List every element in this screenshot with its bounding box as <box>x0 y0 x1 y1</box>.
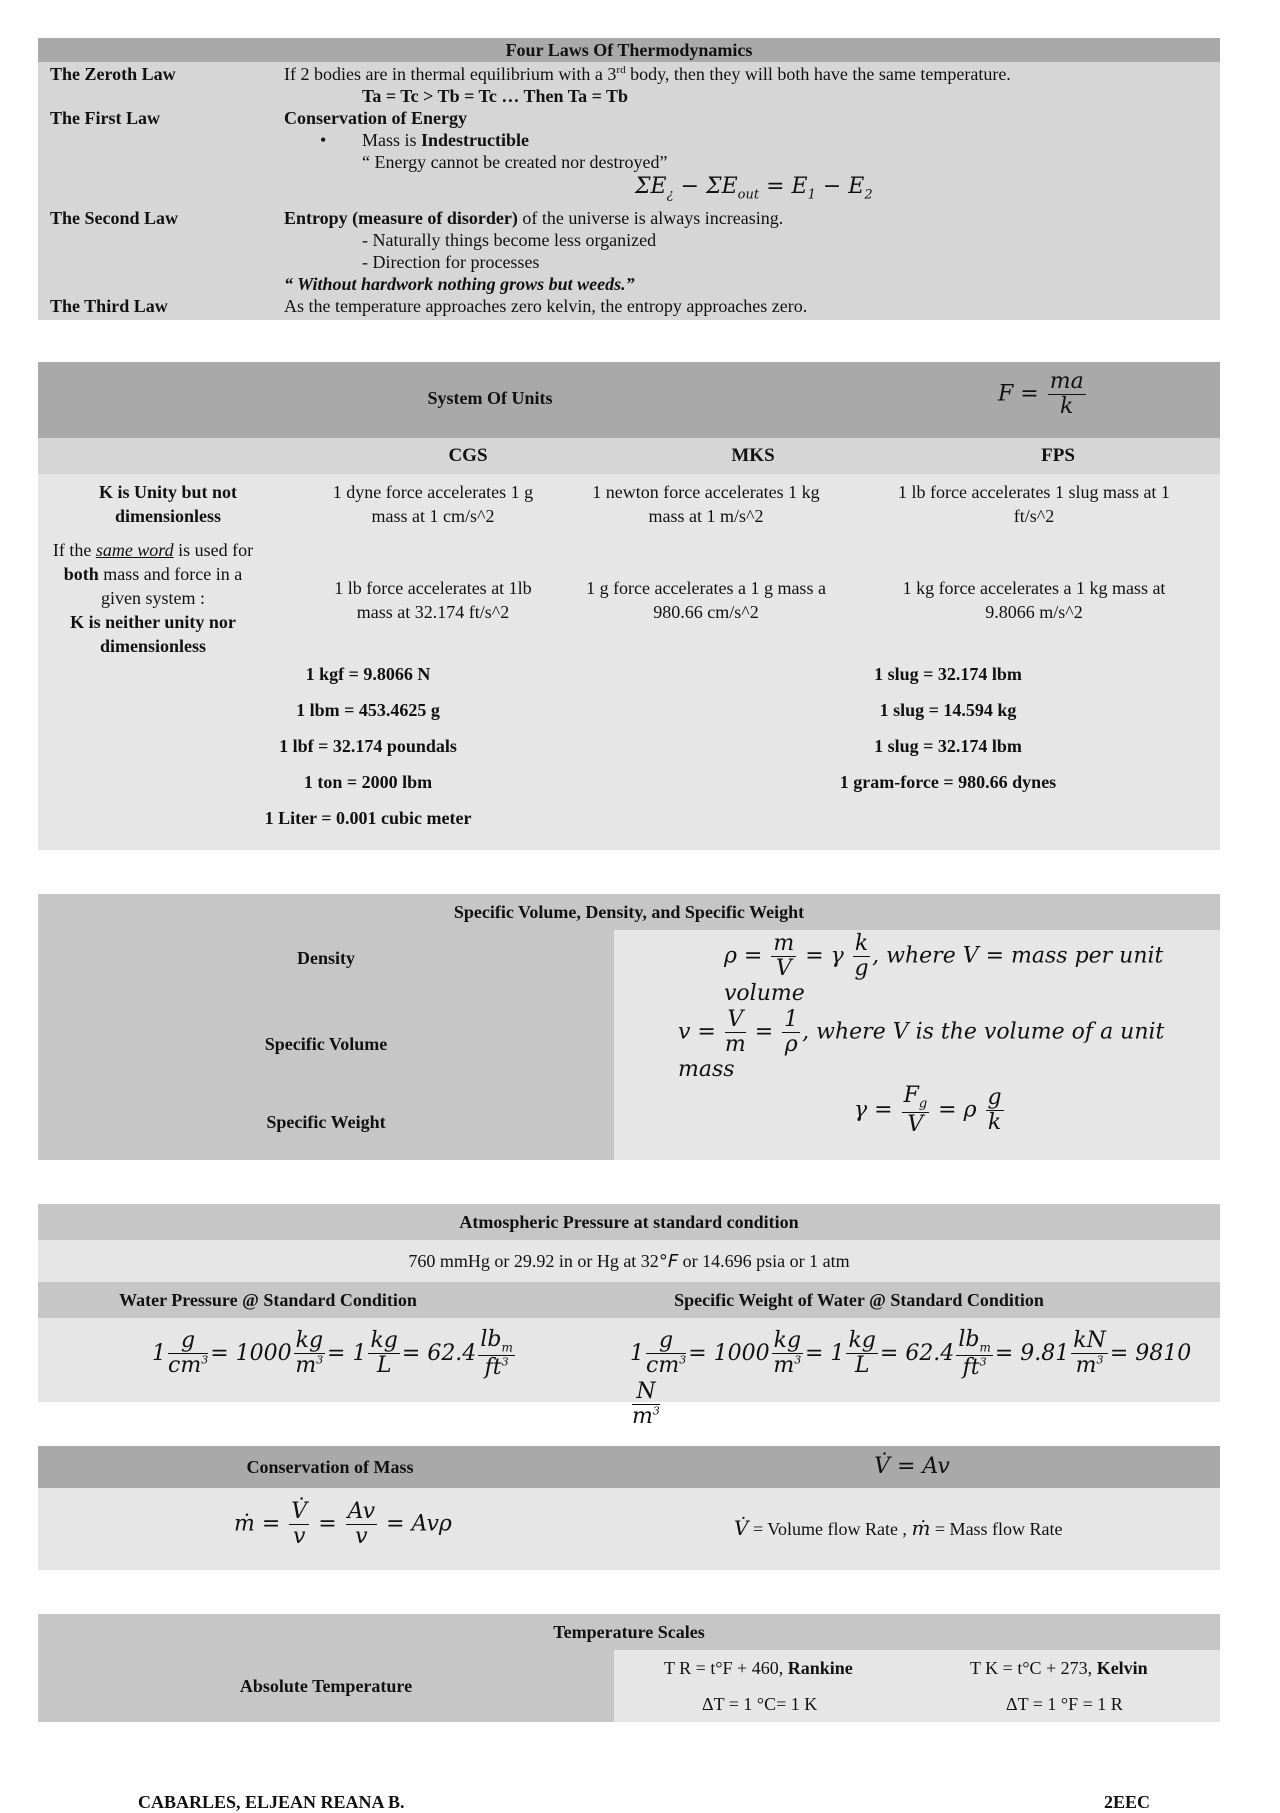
first-law-heading: Conservation of Energy <box>284 108 467 128</box>
second-law-quote: “ Without hardwork nothing grows but weeds.” <box>284 274 635 294</box>
rankine-formula: T R = t°F + 460, Rankine <box>664 1658 853 1678</box>
units-row2-mks: 1 g force accelerates a 1 g mass a 980.66 cm/s^2 <box>586 578 826 622</box>
first-law-name: The First Law <box>50 108 160 128</box>
first-law-bullet: Mass is Indestructible <box>362 130 530 150</box>
density-formula: ρ = $\frac{m}{V}$ = γ $\frac{k}{g}$ , where V = mass per unit volume <box>724 931 1164 1007</box>
density-title: Specific Volume, Density, and Specific Weight <box>38 894 1220 930</box>
bullet-icon: • <box>320 130 327 150</box>
kelvin-delta: ΔT = 1 °F = 1 R <box>1006 1694 1123 1714</box>
units-formula: F = $\frac{ma}{k}$ <box>998 369 1084 420</box>
footer-code: 2EEC <box>1104 1792 1151 1812</box>
conversion-left <box>158 664 578 844</box>
mass-legend: V̇ = Volume flow Rate , ṁ = Mass flow Rate <box>734 1516 1063 1540</box>
conversion-item: 1 lbm = 453.4625 g <box>296 700 440 720</box>
conversion-item: 1 slug = 32.174 lbm <box>874 664 1022 684</box>
absolute-temperature-label: Absolute Temperature <box>239 1676 413 1696</box>
temperature-section <box>38 1614 1220 1722</box>
mass-section <box>38 1446 1220 1570</box>
conversion-item: 1 lbf = 32.174 poundals <box>279 736 457 756</box>
units-row1-label: K is Unity but not dimensionless <box>98 482 238 526</box>
laws-section <box>38 38 1220 320</box>
kelvin-formula: T K = t°C + 273, Kelvin <box>970 1658 1148 1678</box>
laws-title: Four Laws Of Thermodynamics <box>38 38 1220 62</box>
units-row2-cgs: 1 lb force accelerates at 1lb mass at 32.174 ft/s^2 <box>334 578 532 622</box>
second-law-text: Entropy (measure of disorder) of the universe is always increasing. <box>284 208 784 228</box>
zeroth-law-text: If 2 bodies are in thermal equilibrium with a 3rd body, then they will both have the same temperature. <box>284 64 1011 84</box>
conversion-item: 1 slug = 14.594 kg <box>879 700 1017 720</box>
pressure-section <box>38 1204 1220 1429</box>
units-row2-label: If the same word is used for both mass and force in a given system : K is neither unity nor dimensionless <box>52 540 254 656</box>
specific-weight-water-title: Specific Weight of Water @ Standard Condition <box>674 1290 1044 1310</box>
units-col-fps: FPS <box>1041 445 1075 466</box>
specific-weight-label: Specific Weight <box>266 1112 386 1132</box>
second-law-item: - Naturally things become less organized <box>362 230 657 250</box>
footer-author: CABARLES, ELJEAN REANA B. <box>138 1792 405 1812</box>
conversion-right <box>738 664 1158 808</box>
third-law-text: As the temperature approaches zero kelvin, the entropy approaches zero. <box>284 296 808 316</box>
first-law-equation: $\Sigma E_¿ - \Sigma E_{out} = E_1 - E_2$ <box>635 174 873 203</box>
mass-body <box>38 1488 1220 1570</box>
zeroth-law-equation: Ta = Tc > Tb = Tc … Then Ta = Tb <box>362 86 629 106</box>
units-row1-fps: 1 lb force accelerates 1 slug mass at 1 ft/s^2 <box>898 482 1170 526</box>
conversion-item: 1 kgf = 9.8066 N <box>305 664 431 684</box>
mass-flow-formula: ṁ = $\frac{V̇}{v}$ = $\frac{Av}{v}$ = Avρ <box>234 1499 452 1550</box>
zeroth-law-name: The Zeroth Law <box>50 64 176 84</box>
water-pressure-title: Water Pressure @ Standard Condition <box>119 1290 417 1310</box>
first-law-quote: “ Energy cannot be created nor destroyed” <box>362 152 668 172</box>
units-col-mks: MKS <box>731 445 775 466</box>
conversion-item: 1 Liter = 0.001 cubic meter <box>264 808 472 828</box>
mass-header <box>38 1446 1220 1488</box>
density-section <box>38 894 1220 1160</box>
rankine-delta: ΔT = 1 °C= 1 K <box>702 1694 818 1714</box>
density-label: Density <box>297 948 355 968</box>
units-title: System Of Units <box>427 388 553 408</box>
units-row2-fps: 1 kg force accelerates a 1 kg mass at 9.8066 m/s^2 <box>902 578 1166 622</box>
units-section <box>38 362 1220 850</box>
pressure-formulas <box>38 1318 1220 1429</box>
pressure-subheaders <box>38 1282 1220 1318</box>
temperature-values-cell <box>614 1650 1220 1722</box>
second-law-name: The Second Law <box>50 208 179 228</box>
specific-volume-formula: v = $\frac{V}{m}$ = $\frac{1}{\rho}$ , where V is the volume of a unit mass <box>678 1007 1165 1083</box>
units-row1-mks: 1 newton force accelerates 1 kg mass at 1 m/s^2 <box>592 482 820 526</box>
mass-title: Conservation of Mass <box>246 1457 414 1477</box>
third-law-name: The Third Law <box>50 296 168 316</box>
conversion-item: 1 gram-force = 980.66 dynes <box>839 772 1057 792</box>
temperature-title: Temperature Scales <box>38 1614 1220 1650</box>
specific-weight-formula: γ = $\frac{F_g}{V}$ = ρ $\frac{g}{k}$ <box>854 1083 1002 1137</box>
pressure-line: 760 mmHg or 29.92 in or Hg at 32°F or 14.696 psia or 1 atm <box>38 1240 1220 1282</box>
specific-weight-water-formula: 1 $\frac{g}{cm^3}$ = 1000 $\frac{kg}{m^3}$ = 1 $\frac{kg}{L}$ = 62.4 $\frac{lb_m}{ft^3}$ = 9.81 $\frac{kN}{m^3}$ = 9810 $\frac{N}{m^3}$ <box>630 1327 1192 1429</box>
units-row1-cgs: 1 dyne force accelerates 1 g mass at 1 cm/s^2 <box>332 482 534 526</box>
second-law-item: - Direction for processes <box>362 252 540 272</box>
conversion-item: 1 slug = 32.174 lbm <box>874 736 1022 756</box>
pressure-title: Atmospheric Pressure at standard condition <box>38 1204 1220 1240</box>
density-label-col <box>38 930 614 1160</box>
conversion-item: 1 ton = 2000 lbm <box>303 772 433 792</box>
temperature-label-cell <box>38 1650 614 1722</box>
density-formula-col <box>614 930 1220 1160</box>
water-pressure-formula: 1 $\frac{g}{cm^3}$ = 1000 $\frac{kg}{m^3}$ = 1 $\frac{kg}{L}$ = 62.4 $\frac{lb_m}{ft^3}$ <box>152 1327 513 1380</box>
units-col-cgs: CGS <box>448 445 488 466</box>
volume-flow-formula: V̇ = Av <box>874 1454 950 1479</box>
specific-volume-label: Specific Volume <box>264 1034 388 1054</box>
